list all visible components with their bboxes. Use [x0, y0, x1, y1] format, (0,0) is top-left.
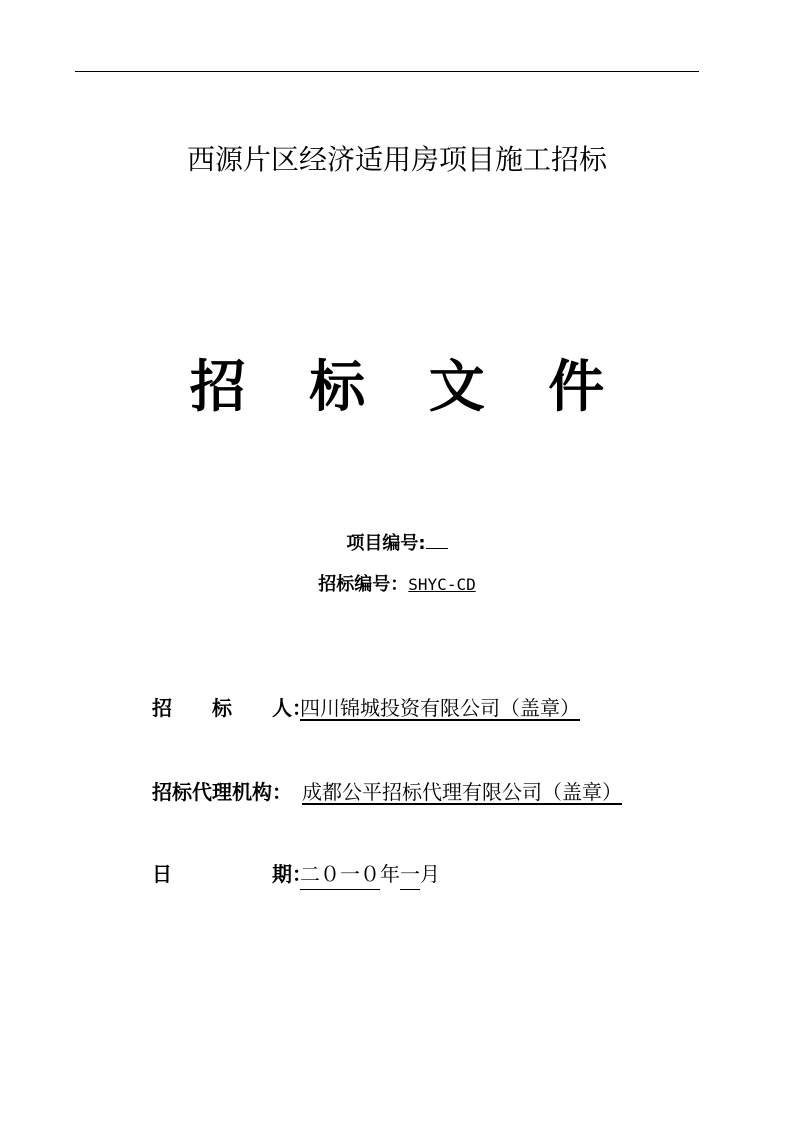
project-number-value	[426, 530, 448, 549]
agent-row	[152, 778, 622, 806]
agent-label: 招标代理机构：	[152, 780, 292, 804]
tender-number-value: SHYC-CD	[408, 575, 476, 594]
project-title: 西源片区经济适用房项目施工招标	[186, 143, 607, 176]
date-label: 日 期：	[152, 862, 312, 886]
project-number-line	[0, 530, 794, 557]
date-row	[152, 860, 440, 890]
project-number-label: 项目编号:	[346, 533, 426, 554]
agent-value: 成都公平招标代理有限公司（盖章）	[302, 780, 622, 804]
date-month-unit: 月	[420, 862, 440, 886]
header-rule	[75, 71, 699, 72]
tender-number-line	[0, 572, 794, 598]
date-value	[300, 860, 440, 890]
document-title: 招 标 文 件	[189, 354, 627, 420]
tenderer-value: 四川锦城投资有限公司（盖章）	[300, 696, 580, 720]
date-year: 二０一０	[300, 860, 380, 890]
tenderer-label: 招 标 人：	[152, 696, 312, 720]
tender-number-label: 招标编号：	[318, 574, 409, 595]
date-year-unit: 年	[380, 862, 400, 886]
date-month: 一	[400, 860, 420, 890]
tenderer-row	[152, 694, 580, 722]
